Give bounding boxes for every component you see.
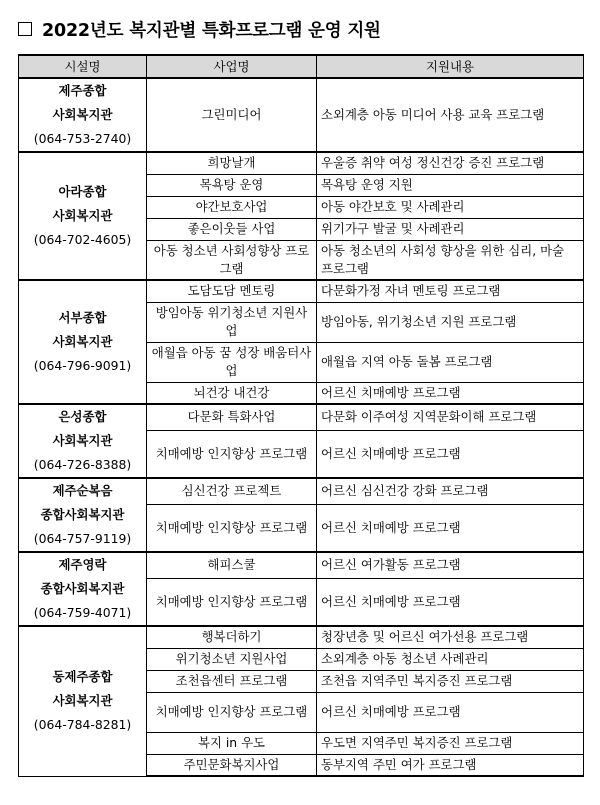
content-cell: 소외계층 아동 미디어 사용 교육 프로그램 (317, 78, 584, 152)
facility-phone: (064-759-4071) (33, 605, 132, 620)
program-cell: 애월읍 아동 꿈 성장 배움터사업 (147, 342, 317, 382)
table-row (19, 478, 584, 504)
content-cell: 아동 야간보호 및 사례관리 (317, 196, 584, 218)
content-cell: 애월읍 지역 아동 돌봄 프로그램 (317, 342, 584, 382)
content-cell: 다문화가정 자녀 멘토링 프로그램 (317, 280, 584, 302)
program-cell: 행복더하기 (147, 626, 317, 648)
facility-name-line1: 아라종합 (58, 184, 107, 199)
program-cell: 주민문화복지사업 (147, 754, 317, 776)
facility-name-line1: 제주종합 (58, 83, 107, 98)
facility-cell (19, 152, 147, 280)
table-row (19, 78, 584, 152)
facility-cell (19, 280, 147, 404)
facility-name-line2: 사회복지관 (52, 208, 113, 223)
content-cell: 우울증 취약 여성 정신건강 증진 프로그램 (317, 152, 584, 174)
content-cell: 조천읍 지역주민 복지증진 프로그램 (317, 670, 584, 692)
program-cell: 심신건강 프로젝트 (147, 478, 317, 504)
content-cell: 목욕탕 운영 지원 (317, 174, 584, 196)
facility-cell (19, 478, 147, 552)
content-cell: 다문화 이주여성 지역문화이해 프로그램 (317, 404, 584, 430)
facility-name-line2: 사회복지관 (52, 693, 113, 709)
program-cell: 치매예방 인지향상 프로그램 (147, 692, 317, 732)
content-cell: 어르신 여가활동 프로그램 (317, 552, 584, 578)
program-cell: 위기청소년 지원사업 (147, 648, 317, 670)
program-cell: 아동 청소년 사회성향상 프로그램 (147, 240, 317, 280)
program-table (18, 54, 584, 777)
facility-phone: (064-757-9119) (33, 531, 132, 546)
content-cell: 청장년층 및 어르신 여가선용 프로그램 (317, 626, 584, 648)
facility-cell (19, 404, 147, 478)
content-cell: 동부지역 주민 여가 프로그램 (317, 754, 584, 776)
content-cell: 어르신 치매예방 프로그램 (317, 578, 584, 626)
header-facility: 시설명 (19, 55, 147, 78)
program-cell: 목욕탕 운영 (147, 174, 317, 196)
program-cell: 복지 in 우도 (147, 732, 317, 754)
program-cell: 그린미디어 (147, 78, 317, 152)
facility-name-line2: 사회복지관 (52, 433, 113, 448)
content-cell: 어르신 치매예방 프로그램 (317, 430, 584, 478)
table-row (19, 552, 584, 578)
program-cell: 치매예방 인지향상 프로그램 (147, 578, 317, 626)
facility-phone: (064-784-8281) (33, 717, 132, 733)
title-text: 2022년도 복지관별 특화프로그램 운영 지원 (42, 20, 381, 41)
facility-name-line1: 제주순복음 (52, 483, 113, 498)
facility-phone: (064-702-4605) (33, 232, 132, 247)
content-cell: 위기가구 발굴 및 사례관리 (317, 218, 584, 240)
table-row (19, 404, 584, 430)
facility-name-line1: 서부종합 (58, 310, 107, 325)
facility-name-line1: 제주영락 (58, 557, 107, 572)
content-cell: 우도면 지역주민 복지증진 프로그램 (317, 732, 584, 754)
program-cell: 다문화 특화사업 (147, 404, 317, 430)
facility-name-line2: 종합사회복지관 (40, 581, 125, 596)
facility-phone: (064-753-2740) (33, 131, 132, 146)
facility-name-line1: 동제주종합 (52, 669, 113, 685)
facility-name-line2: 사회복지관 (52, 334, 113, 349)
facility-cell (19, 626, 147, 776)
program-cell: 치매예방 인지향상 프로그램 (147, 504, 317, 552)
content-cell: 어르신 치매예방 프로그램 (317, 692, 584, 732)
facility-name-line1: 은성종합 (58, 409, 107, 424)
program-cell: 희망날개 (147, 152, 317, 174)
facility-name-line2: 종합사회복지관 (40, 507, 125, 522)
program-cell: 해피스쿨 (147, 552, 317, 578)
content-cell: 방임아동, 위기청소년 지원 프로그램 (317, 302, 584, 342)
program-cell: 좋은이웃들 사업 (147, 218, 317, 240)
facility-phone: (064-796-9091) (33, 358, 132, 373)
program-cell: 방임아동 위기청소년 지원사업 (147, 302, 317, 342)
facility-phone: (064-726-8388) (33, 457, 132, 472)
content-cell: 어르신 심신건강 강화 프로그램 (317, 478, 584, 504)
program-cell: 조천읍센터 프로그램 (147, 670, 317, 692)
header-program: 사업명 (147, 55, 317, 78)
checkbox-icon (18, 22, 32, 36)
table-row (19, 280, 584, 302)
table-row (19, 152, 584, 174)
table-row (19, 626, 584, 648)
facility-cell (19, 78, 147, 152)
document-title (18, 14, 381, 44)
program-cell: 도담도담 멘토링 (147, 280, 317, 302)
content-cell: 아동 청소년의 사회성 향상을 위한 심리, 마술 프로그램 (317, 240, 584, 280)
header-content: 지원내용 (317, 55, 584, 78)
content-cell: 어르신 치매예방 프로그램 (317, 382, 584, 404)
table-body (19, 78, 584, 776)
content-cell: 어르신 치매예방 프로그램 (317, 504, 584, 552)
program-cell: 야간보호사업 (147, 196, 317, 218)
facility-name-line2: 사회복지관 (52, 107, 113, 122)
program-cell: 뇌건강 내건강 (147, 382, 317, 404)
header-row (19, 55, 584, 78)
content-cell: 소외계층 아동 청소년 사례관리 (317, 648, 584, 670)
facility-cell (19, 552, 147, 626)
program-cell: 치매예방 인지향상 프로그램 (147, 430, 317, 478)
